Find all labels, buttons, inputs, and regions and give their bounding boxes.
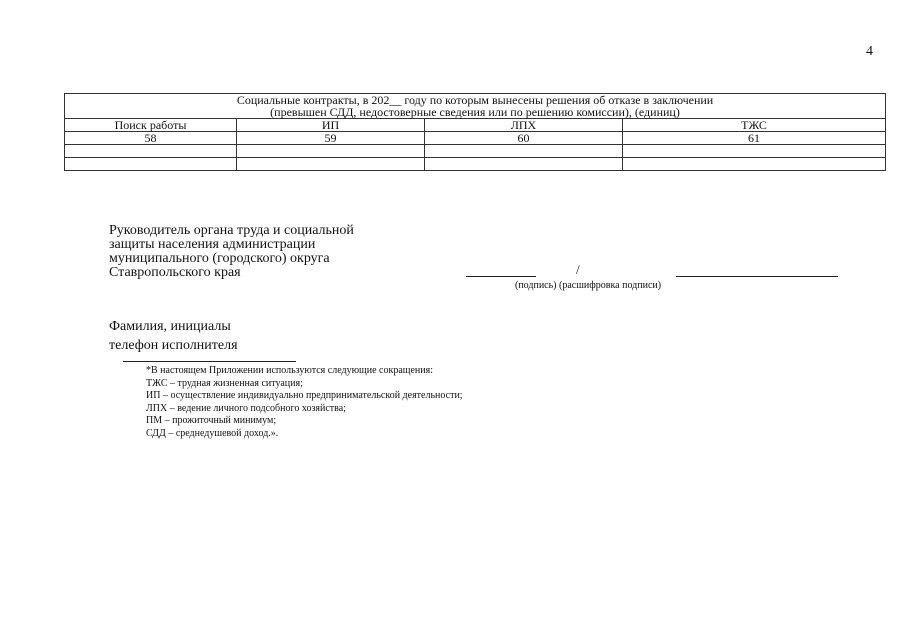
col-number: 61	[623, 132, 886, 145]
col-number: 58	[65, 132, 237, 145]
page-number: 4	[866, 44, 873, 59]
footnote-line: СДД – среднедушевой доход.».	[146, 427, 279, 439]
table-row	[65, 145, 886, 158]
table-row	[65, 158, 886, 171]
table-title-row	[65, 94, 886, 119]
footnote-line: ТЖС – трудная жизненная ситуация;	[146, 377, 303, 389]
table-header-row	[65, 119, 886, 132]
table-cell	[65, 145, 237, 158]
footnote-line: ИП – осуществление индивидуально предпринимательской деятельности;	[146, 390, 463, 402]
table-cell	[623, 158, 886, 171]
executor-block	[109, 317, 238, 355]
signatory-title: Руководитель органа труда и социальной защиты населения администрации муниципального (городского) округа Ставропольского края	[109, 223, 354, 280]
table-title-line-2: (превышен СДД, недостоверные сведения или по решению комиссии), (единиц)	[270, 105, 680, 119]
table-cell	[623, 145, 886, 158]
footnote-divider	[123, 361, 296, 362]
refusal-contracts-table	[64, 93, 886, 171]
signature-line	[466, 276, 536, 277]
footnote	[146, 365, 463, 441]
executor-phone-label: телефон исполнителя	[109, 338, 238, 353]
footnote-line: ЛПХ – ведение личного подсобного хозяйства;	[146, 402, 346, 414]
signature-caption: (подпись) (расшифровка подписи)	[515, 280, 662, 291]
table-cell	[425, 158, 623, 171]
col-number: 59	[237, 132, 425, 145]
table-cell	[237, 158, 425, 171]
executor-name-label: Фамилия, инициалы	[109, 319, 231, 334]
table-title	[65, 94, 886, 119]
signature-decoding-line	[676, 276, 838, 277]
header-job-search: Поиск работы	[65, 119, 237, 132]
table-cell	[237, 145, 425, 158]
table-title-line-1: Социальные контракты, в 202__ году по которым вынесены решения об отказе в заключении	[236, 93, 714, 107]
header-lph: ЛПХ	[425, 119, 623, 132]
table-cell	[425, 145, 623, 158]
signature-separator: /	[576, 262, 580, 277]
col-number: 60	[425, 132, 623, 145]
header-tzhs: ТЖС	[623, 119, 886, 132]
header-ip: ИП	[237, 119, 425, 132]
table-number-row	[65, 132, 886, 145]
footnote-line: ПМ – прожиточный минимум;	[146, 415, 277, 427]
table-cell	[65, 158, 237, 171]
footnote-line: *В настоящем Приложении используются следующие сокращения:	[146, 365, 434, 376]
